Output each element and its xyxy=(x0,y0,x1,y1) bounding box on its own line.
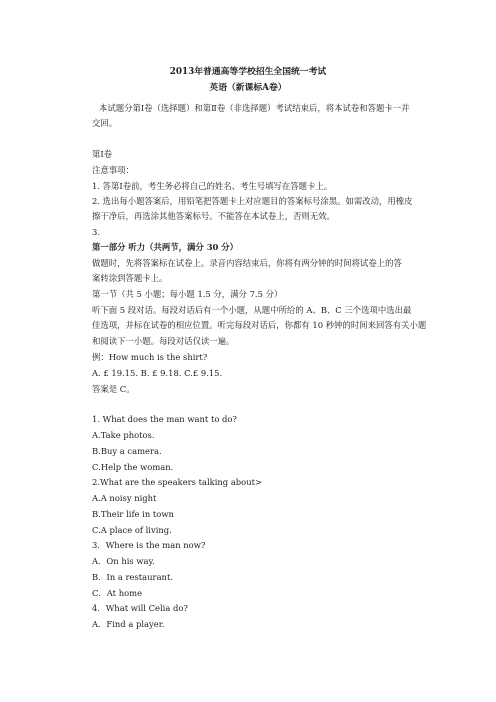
section-1-heading: 第一部分 听力（共两节，满分 30 分） xyxy=(92,242,239,252)
subsection-1-desc-line-3: 和阅读下一小题。每段对话仅读一遍。 xyxy=(92,336,235,346)
question-1-option-a: A.Take photos. xyxy=(92,430,155,440)
example-question: 例：How much is the shirt? xyxy=(92,352,208,362)
exam-subtitle: 英语（新课标A卷） xyxy=(209,83,287,93)
intro-line-2: 交回。 xyxy=(92,118,118,128)
intro-line-1: 本试题分第Ⅰ卷（选择题）和第Ⅱ卷（非选择题）考试结束后，将本试卷和答题卡一并 xyxy=(99,103,410,113)
question-3-option-a: A．On his way. xyxy=(92,556,155,566)
subsection-1-desc-line-1: 听下面 5 段对话。每段对话后有一个小题，从题中所给的 A、B、C 三个选项中选出最 xyxy=(92,305,412,315)
section-1-desc-line-2: 案转涂到答题卡上。 xyxy=(92,273,168,283)
question-2-option-a: A.A noisy night xyxy=(92,493,157,503)
question-4-stem: 4．What will Celia do? xyxy=(92,603,188,613)
notes-title: 注意事项： xyxy=(92,165,134,175)
question-3-option-c: C．At home xyxy=(92,588,143,598)
exam-title: 2013年普通高等学校招生全国统一考试 xyxy=(169,67,327,77)
part-one-heading: 第Ⅰ卷 xyxy=(92,149,113,159)
section-1-desc-line-1: 做题时，先将答案标在试卷上。录音内容结束后，你将有两分钟的时间将试卷上的答 xyxy=(92,258,402,268)
note-1: 1. 答第Ⅰ卷前，考生务必将自己的姓名、考生号填写在答题卡上。 xyxy=(92,181,333,191)
question-1-stem: 1. What does the man want to do? xyxy=(92,414,237,424)
question-1-option-b: B.Buy a camera. xyxy=(92,446,162,456)
question-4-option-a: A．Find a player. xyxy=(92,619,165,629)
question-2-option-b: B.Their life in town xyxy=(92,509,174,519)
example-options: A. £ 19.15. B. £ 9.18. C.£ 9.15. xyxy=(92,368,223,378)
question-1-option-c: C.Help the woman. xyxy=(92,462,174,472)
example-answer: 答案是 C。 xyxy=(92,384,135,394)
note-2-line-1: 2. 选出每小题答案后，用铅笔把答题卡上对应题目的答案标号涂黑。如需改动，用橡皮 xyxy=(92,196,413,206)
note-3: 3. xyxy=(92,227,100,237)
question-3-stem: 3．Where is the man now? xyxy=(92,540,206,550)
note-2-line-2: 擦干净后，再选涂其他答案标号。不能答在本试卷上，否则无效。 xyxy=(92,211,335,221)
subsection-1-desc-line-2: 佳选项，并标在试卷的相应位置。听完每段对话后，你都有 10 秒钟的时间来回答有关小题 xyxy=(92,320,427,330)
subsection-1-heading: 第一节（共 5 小题；每小题 1.5 分，满分 7.5 分） xyxy=(92,289,283,299)
question-2-option-c: C.A place of living. xyxy=(92,525,172,535)
question-3-option-b: B．In a restaurant. xyxy=(92,572,173,582)
question-2-stem: 2.What are the speakers talking about> xyxy=(92,477,262,487)
